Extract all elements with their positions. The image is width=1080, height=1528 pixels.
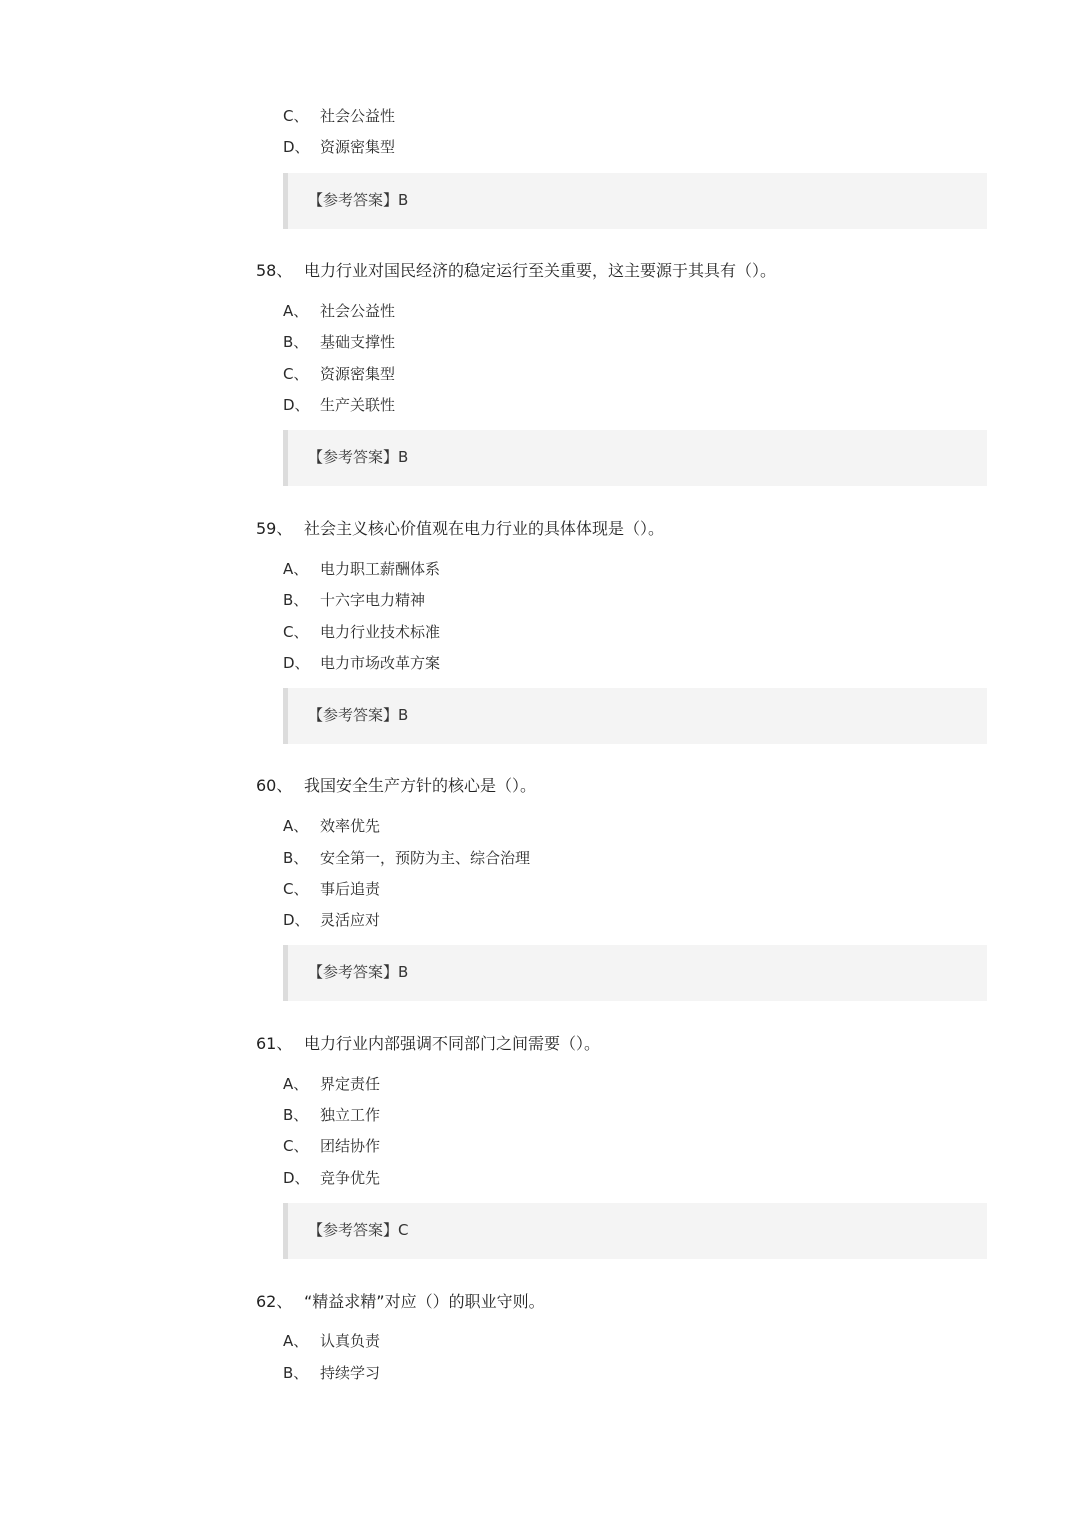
option-row (283, 1074, 380, 1094)
option-letter: B、 (283, 1364, 309, 1382)
question-number: 60、 (256, 776, 293, 795)
option-text: 独立工作 (320, 1106, 381, 1124)
answer-box (283, 688, 987, 744)
option-text: 界定责任 (320, 1075, 381, 1093)
option-row (283, 816, 380, 836)
option-text: 电力行业技术标准 (320, 623, 441, 641)
answer-text: 【参考答案】B (308, 963, 409, 981)
option-text: 社会公益性 (320, 107, 396, 125)
option-letter: D、 (283, 396, 310, 414)
option-letter: C、 (283, 1137, 309, 1155)
question-number: 59、 (256, 519, 293, 538)
option-row (283, 106, 395, 126)
option-letter: B、 (283, 849, 309, 867)
option-letter: B、 (283, 333, 309, 351)
option-row (283, 622, 440, 642)
option-row (283, 301, 395, 321)
option-row (283, 590, 425, 610)
option-row (283, 1105, 380, 1125)
option-row (283, 137, 395, 157)
option-row (283, 1136, 380, 1156)
question-number: 62、 (256, 1292, 293, 1311)
question-text: 社会主义核心价值观在电力行业的具体体现是（）。 (304, 519, 665, 538)
option-letter: A、 (283, 817, 309, 835)
option-row (283, 1363, 380, 1383)
option-letter: A、 (283, 302, 309, 320)
option-row (283, 910, 380, 930)
answer-box (283, 1203, 987, 1259)
question-text: 电力行业对国民经济的稳定运行至关重要，这主要源于其具有（）。 (304, 261, 777, 280)
option-row (283, 364, 395, 384)
option-text: 认真负责 (320, 1332, 381, 1350)
option-row (283, 879, 380, 899)
option-text: 社会公益性 (320, 302, 396, 320)
option-text: 十六字电力精神 (320, 591, 426, 609)
option-text: 电力市场改革方案 (320, 654, 441, 672)
option-text: 灵活应对 (320, 911, 381, 929)
question-text: “精益求精”对应（）的职业守则。 (304, 1292, 545, 1311)
option-letter: D、 (283, 138, 310, 156)
option-letter: D、 (283, 654, 310, 672)
option-text: 事后追责 (320, 880, 381, 898)
option-letter: C、 (283, 107, 309, 125)
option-letter: A、 (283, 1332, 309, 1350)
question-title (256, 1292, 545, 1312)
option-text: 安全第一，预防为主、综合治理 (320, 849, 531, 867)
question-title (256, 261, 776, 281)
question-title (256, 776, 536, 796)
question-number: 58、 (256, 261, 293, 280)
question-number: 61、 (256, 1034, 293, 1053)
option-letter: D、 (283, 911, 310, 929)
question-text: 电力行业内部强调不同部门之间需要（）。 (304, 1034, 601, 1053)
option-letter: B、 (283, 591, 309, 609)
option-row (283, 395, 395, 415)
option-letter: C、 (283, 365, 309, 383)
question-title (256, 1034, 600, 1054)
option-text: 资源密集型 (320, 138, 396, 156)
option-letter: A、 (283, 1075, 309, 1093)
option-letter: A、 (283, 560, 309, 578)
answer-box (283, 173, 987, 229)
option-text: 竞争优先 (320, 1169, 381, 1187)
answer-box (283, 430, 987, 486)
option-row (283, 1168, 380, 1188)
answer-box (283, 945, 987, 1001)
answer-text: 【参考答案】B (308, 191, 409, 209)
question-title (256, 519, 664, 539)
option-text: 资源密集型 (320, 365, 396, 383)
option-text: 基础支撑性 (320, 333, 396, 351)
option-row (283, 848, 530, 868)
answer-text: 【参考答案】B (308, 448, 409, 466)
option-text: 电力职工薪酬体系 (320, 560, 441, 578)
option-text: 团结协作 (320, 1137, 381, 1155)
question-text: 我国安全生产方针的核心是（）。 (304, 776, 537, 795)
option-letter: C、 (283, 880, 309, 898)
option-text: 生产关联性 (320, 396, 396, 414)
option-letter: C、 (283, 623, 309, 641)
option-letter: D、 (283, 1169, 310, 1187)
option-text: 效率优先 (320, 817, 381, 835)
option-text: 持续学习 (320, 1364, 381, 1382)
option-row (283, 1331, 380, 1351)
answer-text: 【参考答案】B (308, 706, 409, 724)
option-letter: B、 (283, 1106, 309, 1124)
option-row (283, 653, 440, 673)
answer-text: 【参考答案】C (308, 1221, 409, 1239)
option-row (283, 332, 395, 352)
option-row (283, 559, 440, 579)
